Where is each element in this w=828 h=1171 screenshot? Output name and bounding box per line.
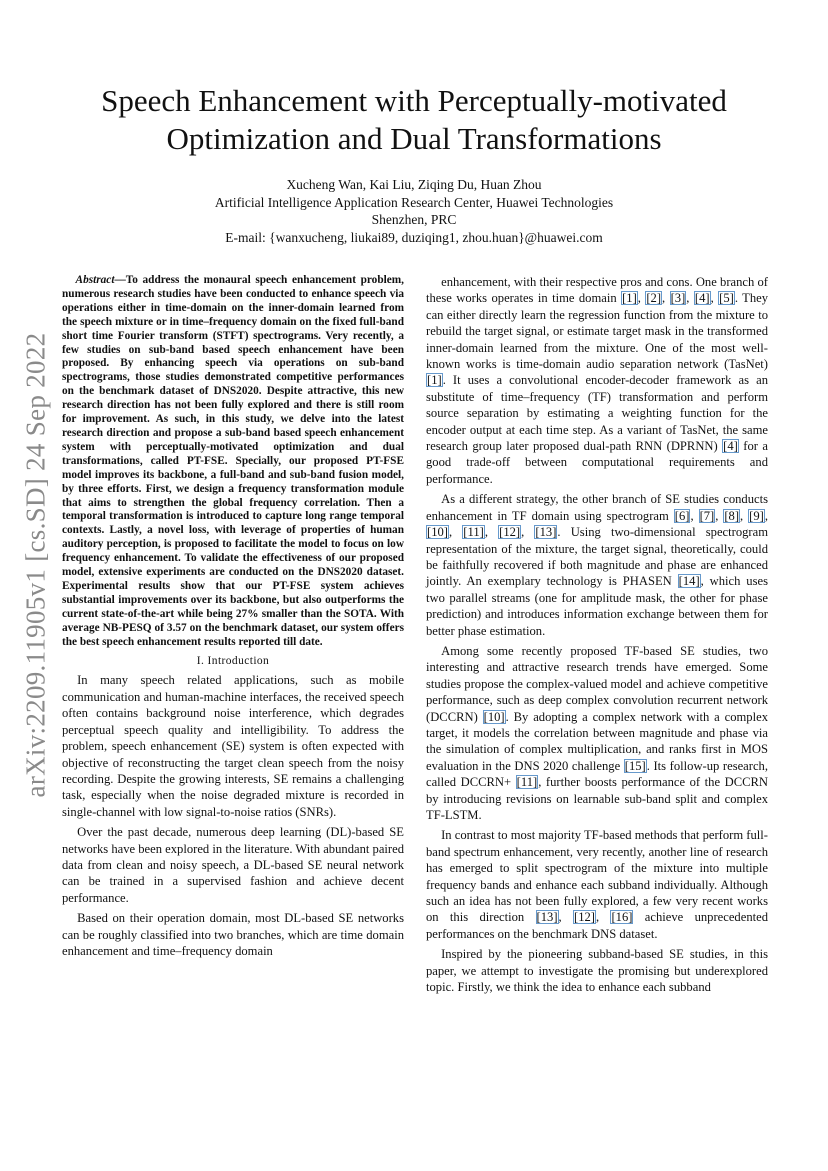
citation-link[interactable]: [10] — [483, 709, 505, 724]
right-paragraph-2: As a different strategy, the other branch of SE studies conducts enhancement in TF domain using spectrogram [6], [7], [8], [9], [10], [11], [12], [13]. Using two-dimensional spectrogram representation of the mixture, the target signal, theoretically, could be faithfully recovered if both magnitude and phase are enhanced jointly. An exemplary technology is PHASEN [14], which uses two parallel streams (one for amplitude mask, the other for phase prediction) and introduces information exchange between them for better phase estimation. — [426, 492, 769, 638]
citation-link[interactable]: [16] — [611, 910, 633, 925]
citation-link[interactable]: [10] — [427, 525, 448, 540]
text-run: . By adopting a complex network with a complex target, it models the correlation between magnitude and phase via the simulation of complex multiplication, and ranks first in MOS evaluation in the DNS 2020 challenge — [426, 709, 768, 773]
text-run: As a different strategy, the other branch of SE studies conducts enhancement in TF domain using spectrogram — [426, 492, 768, 523]
author-affiliation: Artificial Intelligence Application Research Center, Huawei Technologies — [214, 194, 614, 210]
abstract — [62, 274, 404, 649]
abstract-label: Abstract — [75, 274, 115, 286]
right-paragraph-4: In contrast to most majority TF-based methods that perform full-band spectrum enhancement, very recently, another line of research has emerged to split spectrogram of the mixture into multiple frequency bands and enhance each subband individually. Although such an idea has not been fully explored, a few very recent works on this direction [13], [12], [16] achieve unprecedented performances on the benchmark DNS dataset. — [426, 828, 769, 941]
text-run: . They can either directly learn the regression function from the mixture to rebuild the target signal, or estimate target mask in the transformed inner-domain learned from the mixture. One of the most well-known works is time-domain audio separation network (TasNet) — [426, 291, 769, 372]
citation-link[interactable]: [15] — [624, 758, 646, 773]
citation-link[interactable]: [9] — [749, 508, 764, 523]
citation-link[interactable]: [11] — [463, 525, 484, 540]
right-column — [426, 274, 768, 999]
author-names: Xucheng Wan, Kai Liu, Ziqing Du, Huan Zhou — [286, 177, 542, 192]
text-run: . Using two-dimensional spectrogram representation of the mixture, the target signal, theoretically, could be faithfully recovered if both magnitude and phase are enhanced jointly. An exemplary technology is PHASEN — [426, 525, 769, 589]
citation-link[interactable]: [7] — [699, 508, 715, 523]
author-email: E-mail: {wanxucheng, liukai89, duziqing1, zhou.huan}@huawei.com — [225, 229, 603, 245]
text-run: Among some recently proposed TF-based SE studies, two interesting and attractive research trends have emerged. Some studies propose the complex-valued model and achieve competitive performance, such as deep complex convolution recurrent network (DCCRN) — [426, 643, 768, 724]
arxiv-identifier-text: arXiv:2209.11905v1 [cs.SD] 24 Sep 2022 — [20, 332, 51, 798]
intro-paragraph-1: In many speech related applications, such as mobile communication and human-machine interfaces, the received speech often contains background noise interference, which degrades perceptual speech quality and intelligibility. To address the problem, speech enhancement (SE) system is often expected with objective of reconstructing the target clean speech from the noisy recording. Despite the growing interests, SE remains a challenging task, especially when the noise degraded mixture is recorded in single-channel with low signal-to-noise ratios (SNRs). — [62, 673, 404, 819]
citation-link[interactable]: [13] — [536, 910, 558, 925]
citation-link[interactable]: [1] — [622, 291, 637, 306]
citation-link[interactable]: [3] — [670, 291, 686, 306]
section-heading-introduction: I. Introduction — [196, 655, 270, 668]
arxiv-identifier — [16, 245, 56, 885]
citation-link[interactable]: [8] — [724, 508, 740, 523]
left-column — [62, 274, 404, 963]
citation-link[interactable]: [14] — [678, 574, 700, 589]
text-run: achieve unprecedented performances on the benchmark DNS dataset. — [426, 910, 769, 941]
intro-paragraph-2: Over the past decade, numerous deep learning (DL)-based SE networks have been explored in the literature. With abundant paired data from clean and noisy speech, a DL-based SE neural network can be trained in a supervised fashion and achieve decent performance. — [62, 825, 404, 905]
text-run: enhancement, with their respective pros and cons. One branch of these works operates in time domain — [426, 275, 768, 306]
abstract-text: —To address the monaural speech enhancement problem, numerous research studies have been conducted to enhance speech via operations either in time-domain on the inner-domain learned from the speech mixture or in time–frequency domain on the fixed full-band short time Fourier transform (STFT) spectrograms. Very recently, a few studies on sub-band based speech enhancement have been proposed. By enhancing speech via operations on sub-band spectrograms, those studies demonstrated competitive performances on the benchmark dataset of DNS2020. Despite attractive, this new research direction has not been fully explored and there is still room for improvement. As such, in this study, we delve into the latest research direction and propose a sub-band based speech enhancement system with perceptually-motivated optimization and dual transformations, called PT-FSE. Specially, our proposed PT-FSE model improves its backbone, a full-band and sub-band fusion model, by three efforts. First, we design a frequency transformation module that aims to strengthen the global frequency correlation. Then a temporal transformation is introduced to capture long range temporal contexts. Lastly, a novel loss, with leverage of properties of human auditory perception, is proposed to facilitate the model to focus on low frequency enhancement. To validate the effectiveness of our proposed model, extensive experiments are conducted on the DNS2020 dataset. Experimental results show that our PT-FSE system achieves substantial improvements over its backbone, but also outperforms the current state-of-the-art while being 27% smaller than the SOTA. With average NB-PESQ of 3.57 on the benchmark dataset, our system offers the best speech enhancement results reported till date. — [62, 274, 404, 648]
text-run: , which uses two parallel streams (one for amplitude mask, the other for phase prediction) and introduces information exchange between them for better phase estimation. — [426, 574, 769, 638]
intro-paragraph-3: Based on their operation domain, most DL-based SE networks can be roughly classified into two branches, which are time domain enhancement and time–frequency domain — [62, 911, 404, 958]
text-run: . It uses a convolutional encoder-decoder framework as an substitute of time–frequency (TF) transformation and perform source separation by estimating a weighting function for the encoder output at each time step. As a variant of TasNet, the same research group later proposed dual-path RNN (DPRNN) — [426, 373, 768, 454]
citation-link[interactable]: [12] — [574, 910, 595, 925]
right-paragraph-5: Inspired by the pioneering subband-based SE studies, in this paper, we attempt to investigate the promising but underexplored topic. Firstly, we think the idea to enhance each subband — [426, 947, 768, 995]
author-block — [60, 176, 768, 246]
text-run: In contrast to most majority TF-based methods that perform full-band spectrum enhancement, very recently, another line of research has emerged to split spectrogram of the mixture into multiple frequency bands and enhance each subband individually. Although such an idea has not been fully explored, a few very recent works on this direction — [426, 828, 768, 925]
author-location: Shenzhen, PRC — [371, 212, 457, 227]
citation-link[interactable]: [12] — [499, 525, 521, 540]
citation-link[interactable]: [5] — [719, 291, 734, 306]
text-run: , further boosts performance of the DCCRN by introducing revisions on learnable sub-band split and complex TF-LSTM. — [426, 775, 769, 822]
citation-link[interactable]: [4] — [723, 439, 738, 454]
citation-link[interactable]: [1] — [427, 373, 442, 388]
citation-link[interactable]: [11] — [516, 775, 538, 790]
right-paragraph-3 — [426, 643, 768, 823]
paper-title: Speech Enhancement with Perceptually-motivated Optimization and Dual Transformations — [101, 83, 727, 156]
text-run: for a good trade-off between computational requirements and performance. — [426, 439, 768, 486]
right-paragraph-1: enhancement, with their respective pros and cons. One branch of these works operates in time domain [1], [2], [3], [4], [5]. They can either directly learn the regression function from the mixture to rebuild the target signal, or estimate target mask in the transformed inner-domain learned from the mixture. One of the most well-known works is time-domain audio separation network (TasNet) [1]. It uses a convolutional encoder-decoder framework as an substitute of time–frequency (TF) transformation and perform source separation by estimating a weighting function for the encoder output at each time step. As a variant of TasNet, the same research group later proposed dual-path RNN (DPRNN) [4] for a good trade-off between computational requirements and performance. — [426, 275, 769, 486]
citation-link[interactable]: [13] — [535, 525, 557, 540]
text-run: . Its follow-up research, called DCCRN+ — [426, 758, 769, 790]
citation-link[interactable]: [6] — [674, 508, 690, 523]
citation-link[interactable]: [2] — [646, 291, 662, 306]
citation-link[interactable]: [4] — [694, 291, 710, 306]
